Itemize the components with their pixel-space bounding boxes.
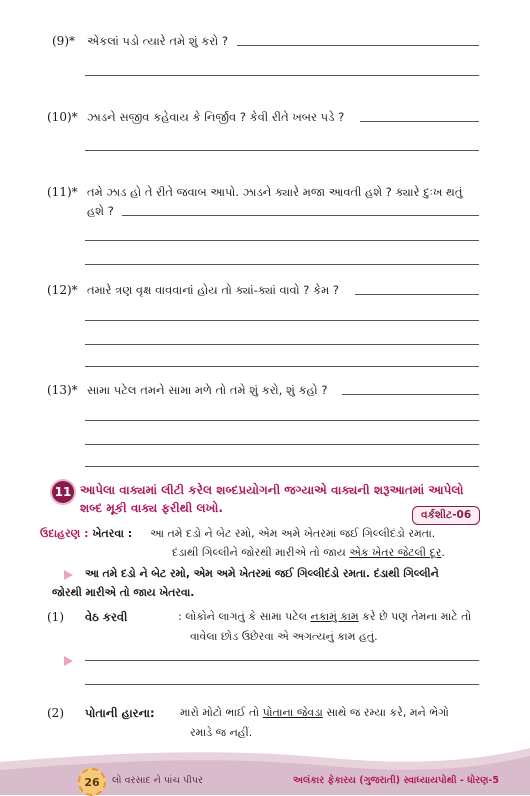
example-line2-pre: દંડાથી ગિલ્લીને જોરથી મારીએ તો જાય xyxy=(172,546,350,559)
answer-line[interactable] xyxy=(122,215,479,216)
answer-arrow-icon xyxy=(64,570,73,580)
answer-line[interactable] xyxy=(342,394,479,395)
answer-line[interactable] xyxy=(85,420,479,421)
item-1-line2: વાવેલા છોડ ઉછેરવા એ અગત્યનું કામ હતું. xyxy=(190,630,378,643)
example-answer-line1: આ તમે દડો ને બેટ રમો, એમ અમે ખેતરમાં જઈ ગિલ્લીદંડો રમતા. દંડાથી ગિલ્લીને xyxy=(85,567,439,580)
question-10-text: ઝાડને સજીવ કહેવાય કે નિર્જીવ ? કેવી રીતે ખબર પડે ? xyxy=(87,110,345,124)
answer-line[interactable] xyxy=(85,344,479,345)
answer-line[interactable] xyxy=(85,684,479,685)
answer-line[interactable] xyxy=(85,150,479,151)
item-1-word: વેઠ કરવી xyxy=(85,610,128,624)
example-line2-post: . xyxy=(441,546,445,559)
answer-line[interactable] xyxy=(85,466,479,467)
question-12-text: તમારે ત્રણ વૃક્ષ વાવવાનાં હોય તો ક્યાં-ક્યાં વાવો ? કેમ ? xyxy=(87,283,339,297)
question-9-number: (9)* xyxy=(52,34,75,48)
question-11-number: (11)* xyxy=(47,185,78,199)
answer-arrow-icon xyxy=(64,656,73,666)
section-number-badge: 11 xyxy=(52,481,74,503)
question-13-text: સામા પટેલ તમને સામા મળે તો તમે શું કરો, શું કહો ? xyxy=(87,383,328,397)
item-2-line1-pre: મારો મોટો ભાઈ તો xyxy=(180,706,263,719)
footer-right-text: અલંકાર ફેકારય (ગુજરાતી) સ્વાધ્યાયપોથી - ધોરણ-5 xyxy=(293,775,499,786)
item-1-colon: : xyxy=(178,610,182,623)
footer-left-text: લો વરસાદ ને પાંચ પીપર xyxy=(112,775,203,786)
answer-line[interactable] xyxy=(85,660,479,661)
example-label xyxy=(40,527,132,541)
answer-line[interactable] xyxy=(85,75,479,76)
example-line2 xyxy=(172,546,445,560)
page-number: 26 xyxy=(78,768,106,796)
section-title-line2: શબ્દ મૂકી વાક્ય ફરીથી લખો. xyxy=(80,501,223,515)
example-line1: આ તમે દડો ને બેટ રમો, એમ અમે ખેતરમાં જઈ ગિલ્લીદંડો રમતા. xyxy=(150,527,436,540)
item-2-line1 xyxy=(180,706,449,720)
item-1-line1-pre: લોકોને લાગતું કે સામા પટેલ xyxy=(185,610,311,623)
question-13-number: (13)* xyxy=(47,383,78,397)
question-11-text: તમે ઝાડ હો તે રીતે જવાબ આપો. ઝાડને ક્યારે મજા આવતી હશે ? ક્યારે દુઃખ થતું xyxy=(87,185,463,199)
item-1-line1 xyxy=(178,610,471,624)
answer-line[interactable] xyxy=(85,264,479,265)
question-11-text-cont: હશે ? xyxy=(87,204,114,218)
item-2-line2: રમાડે જ નહીં. xyxy=(190,726,253,739)
answer-line[interactable] xyxy=(85,366,479,367)
answer-line[interactable] xyxy=(85,320,479,321)
question-12-number: (12)* xyxy=(47,283,78,297)
item-1-line1-post: કરે છે પણ તેમના માટે તો xyxy=(358,610,472,623)
answer-line[interactable] xyxy=(355,294,479,295)
item-2-underlined-phrase: પોતાના જેવડા xyxy=(262,706,323,719)
answer-line[interactable] xyxy=(360,121,479,122)
item-2-word: પોતાની હારના: xyxy=(85,706,155,720)
example-answer-line2: જોરથી મારીએ તો જાય ખેતરવા. xyxy=(52,586,195,599)
answer-line[interactable] xyxy=(237,45,479,46)
answer-line[interactable] xyxy=(85,444,479,445)
item-1-underlined-phrase: નકામું કામ xyxy=(310,610,359,623)
example-word: ખેતરવા : xyxy=(92,527,133,540)
example-label-text: ઉદાહરણ : xyxy=(40,527,89,540)
question-9-text: એકલાં પડો ત્યારે તમે શું કરો ? xyxy=(87,34,228,48)
item-2-number: (2) xyxy=(47,706,64,720)
example-underlined-phrase: એક ખેતર જેટલી દૂર xyxy=(349,546,442,559)
item-2-line1-post: સાથે જ રમ્યા કરે, મને ભેગો xyxy=(322,706,449,719)
item-1-number: (1) xyxy=(47,610,64,624)
question-10-number: (10)* xyxy=(47,110,78,124)
worksheet-badge: વર્કશીટ-06 xyxy=(412,506,480,525)
section-title-line1: આપેલા વાક્યમાં લીટી કરેલ શબ્દપ્રયોગની જગ્યાએ વાક્યની શરૂઆતમાં આપેલો xyxy=(80,483,464,497)
answer-line[interactable] xyxy=(85,240,479,241)
